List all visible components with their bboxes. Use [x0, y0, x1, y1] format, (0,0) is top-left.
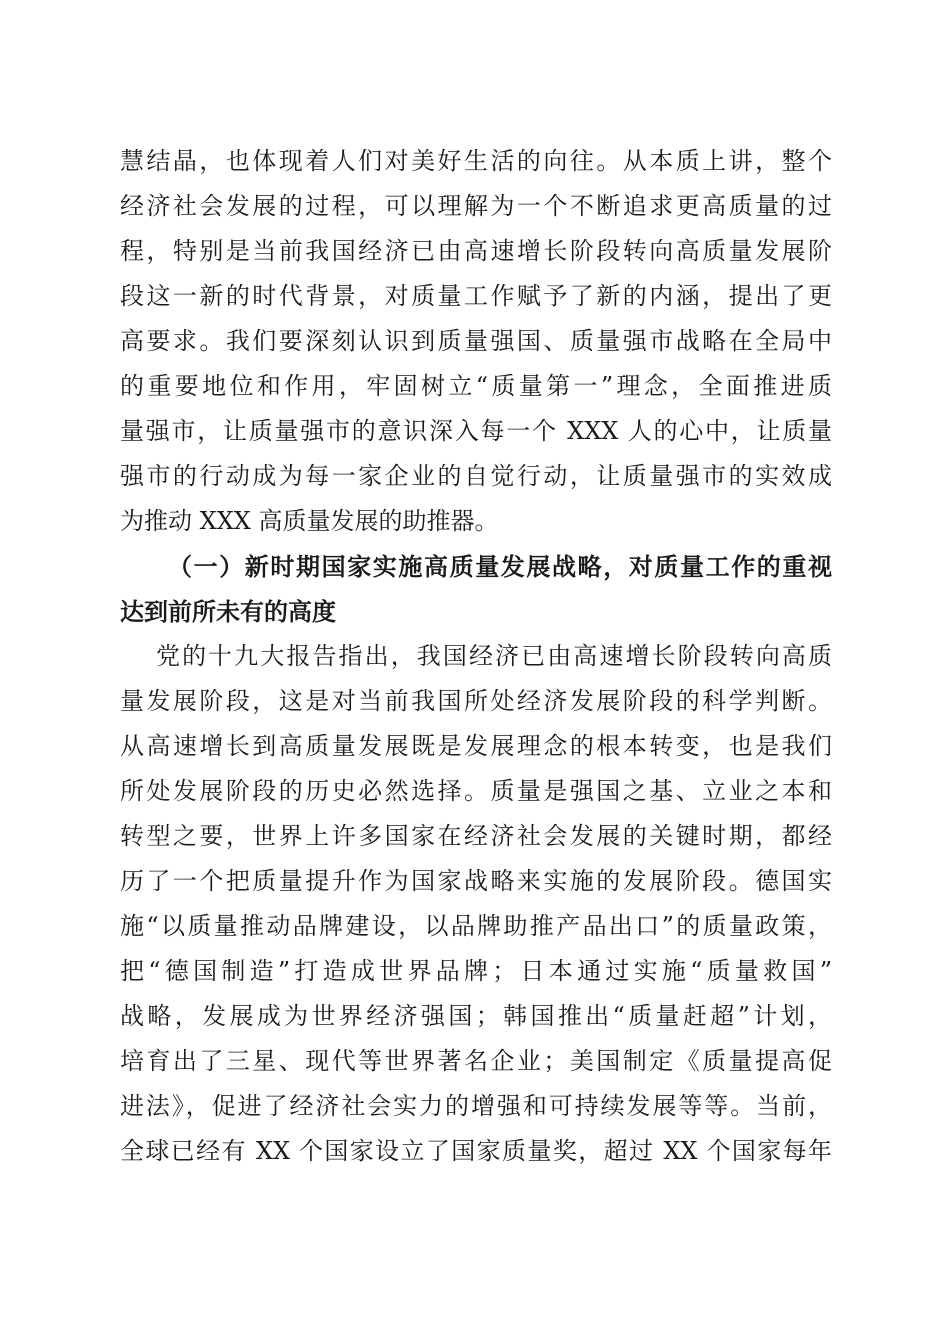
- text-line: 从高速增长到高质量发展既是发展理念的根本转变，也是我们: [120, 732, 832, 760]
- text-line: 经济社会发展的过程，可以理解为一个不断追求更高质量的过: [120, 192, 832, 220]
- text-line: 转型之要，世界上许多国家在经济社会发展的关键时期，都经: [120, 822, 832, 850]
- text-line: 所处发展阶段的历史必然选择。质量是强国之基、立业之本和: [120, 777, 832, 805]
- text-line: 量发展阶段，这是对当前我国所处经济发展阶段的科学判断。: [120, 687, 832, 715]
- heading-line: （一）新时期国家实施高质量发展战略，对质量工作的重视: [168, 552, 832, 581]
- paragraph-intro: [120, 139, 832, 544]
- text-line: 程，特别是当前我国经济已由高速增长阶段转向高质量发展阶: [120, 237, 832, 265]
- text-line: 的重要地位和作用，牢固树立“质量第一”理念，全面推进质: [120, 372, 832, 400]
- text-line: 党的十九大报告指出，我国经济已由高速增长阶段转向高质: [156, 642, 832, 670]
- text-line: 高要求。我们要深刻认识到质量强国、质量强市战略在全局中: [120, 327, 832, 355]
- text-line: 为推动 XXX 高质量发展的助推器。: [120, 507, 499, 535]
- text-line: 历了一个把质量提升作为国家战略来实施的发展阶段。德国实: [120, 867, 832, 895]
- text-line: 慧结晶，也体现着人们对美好生活的向往。从本质上讲，整个: [120, 147, 832, 175]
- text-line: 施“以质量推动品牌建设，以品牌助推产品出口”的质量政策，: [120, 912, 832, 940]
- text-line: 量强市，让质量强市的意识深入每一个 XXX 人的心中，让质量: [120, 417, 832, 445]
- paragraph-body: [120, 634, 832, 1174]
- text-line: 段这一新的时代背景，对质量工作赋予了新的内涵，提出了更: [120, 282, 832, 310]
- text-line: 强市的行动成为每一家企业的自觉行动，让质量强市的实效成: [120, 462, 832, 490]
- heading-line: 达到前所未有的高度: [120, 597, 336, 626]
- text-line: 全球已经有 XX 个国家设立了国家质量奖，超过 XX 个国家每年: [120, 1137, 832, 1165]
- text-line: 培育出了三星、现代等世界著名企业；美国制定《质量提高促: [120, 1047, 832, 1075]
- section-heading: [120, 544, 832, 634]
- text-line: 进法》，促进了经济社会实力的增强和可持续发展等等。当前，: [120, 1092, 832, 1120]
- text-line: 把“德国制造”打造成世界品牌；日本通过实施“质量救国”: [120, 957, 832, 985]
- text-line: 战略，发展成为世界经济强国；韩国推出“质量赶超”计划，: [120, 1002, 832, 1030]
